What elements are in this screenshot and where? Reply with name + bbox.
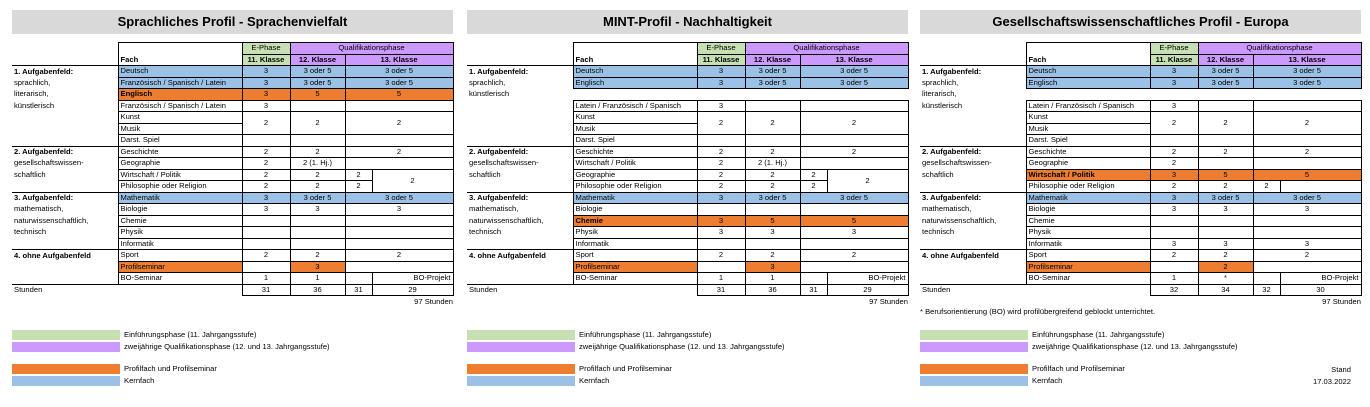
cell: 2 [745, 146, 800, 158]
stand-date [1313, 364, 1351, 388]
cell: 2 [372, 169, 453, 192]
fach: Physik [1026, 227, 1150, 239]
aufgabenfeld-label: technisch [922, 227, 955, 237]
cell: 2 [1198, 250, 1253, 262]
cell: 3 oder 5 [800, 192, 908, 204]
fach: Chemie [118, 215, 242, 227]
fach-profil: Wirtschaft / Politik [1026, 169, 1150, 181]
cell: 2 [242, 146, 290, 158]
total: 32 [1150, 284, 1198, 296]
stunden-label: Stunden [12, 284, 118, 296]
cell: 3 [1253, 238, 1361, 250]
aufgabenfeld-label: naturwissenschaftlich, [14, 215, 89, 225]
header-qphase: Qualifikationsphase [1198, 43, 1361, 55]
fach: Mathematik [1026, 192, 1150, 204]
fach: Musik [1026, 123, 1150, 135]
fach: Latein / Französisch / Spanisch [1026, 100, 1150, 112]
legend-profil: Profilfach und Profilseminar [920, 364, 1125, 374]
header-12: 12. Klasse [290, 54, 345, 66]
aufgabenfeld-label: gesellschaftswissen- [469, 158, 539, 168]
fach: Sport [118, 250, 242, 262]
cell: 2 [827, 169, 908, 192]
cell: 2 (1. Hj.) [745, 158, 800, 170]
total: 31 [242, 284, 290, 296]
total: 31 [800, 284, 827, 296]
cell: 2 [1198, 261, 1253, 273]
fach-profilseminar: Profilseminar [118, 261, 242, 273]
fach: Philosophie oder Religion [573, 181, 697, 193]
fach: Darst. Spiel [118, 135, 242, 147]
aufgabenfeld-label: mathematisch, [14, 204, 64, 214]
legend-profil: Profilfach und Profilseminar [12, 364, 217, 374]
fach: Informatik [573, 238, 697, 250]
cell: 2 [697, 169, 745, 181]
fach: Wirtschaft / Politik [118, 169, 242, 181]
cell: 3 [697, 77, 745, 89]
fach: Biologie [118, 204, 242, 216]
aufgabenfeld-label: 3. Aufgabenfeld: [467, 192, 573, 204]
cell: 2 [697, 146, 745, 158]
cell: 3 [800, 227, 908, 239]
header-fach: Fach [1026, 54, 1150, 66]
cell: 2 [290, 250, 345, 262]
cell: 2 [242, 112, 290, 135]
aufgabenfeld-label: 1. Aufgabenfeld: [12, 66, 118, 78]
fach: Philosophie oder Religion [1026, 181, 1150, 193]
cell: 2 [745, 181, 800, 193]
cell: 5 [290, 89, 345, 101]
cell: 1 [290, 273, 345, 285]
cell: 5 [345, 89, 453, 101]
cell: 2 [800, 112, 908, 135]
cell: 2 [1253, 181, 1280, 193]
cell: 3 [1150, 192, 1198, 204]
cell: 2 [1150, 181, 1198, 193]
stundentafel-table [920, 42, 1362, 296]
gesamt-stunden: 97 Stunden [1322, 297, 1361, 306]
cell: 2 [800, 169, 827, 181]
cell: 3 [242, 89, 290, 101]
total: 36 [745, 284, 800, 296]
cell: 1 [1150, 273, 1198, 285]
cell: 3 [1150, 100, 1198, 112]
fach: Physik [118, 227, 242, 239]
cell: 3 [1150, 77, 1198, 89]
cell: 2 [290, 112, 345, 135]
cell: 3 [1198, 238, 1253, 250]
cell: 3 [242, 192, 290, 204]
total: 36 [290, 284, 345, 296]
aufgabenfeld-label: 3. Aufgabenfeld: [12, 192, 118, 204]
cell: 2 [345, 250, 453, 262]
cell: 2 [242, 181, 290, 193]
legend-qualifikation: zweijährige Qualifikationsphase (12. und 13. Jahrgangsstufe) [12, 342, 330, 352]
fach-profilseminar: Profilseminar [573, 261, 697, 273]
fach: Geographie [118, 158, 242, 170]
cell: 3 oder 5 [745, 77, 800, 89]
aufgabenfeld-label: sprachlich, [922, 77, 959, 87]
cell: 2 [697, 181, 745, 193]
header-11: 11. Klasse [1150, 54, 1198, 66]
fach: Darst. Spiel [1026, 135, 1150, 147]
header-qphase: Qualifikationsphase [745, 43, 908, 55]
header-12: 12. Klasse [745, 54, 800, 66]
cell: 2 [242, 169, 290, 181]
fach: Latein / Französisch / Spanisch [573, 100, 697, 112]
cell: 2 [800, 181, 827, 193]
gesamt-stunden: 97 Stunden [869, 297, 908, 306]
cell: 2 [697, 112, 745, 135]
cell: 3 [242, 77, 290, 89]
cell: 3 [242, 100, 290, 112]
cell: 3 [745, 227, 800, 239]
fach: Informatik [1026, 238, 1150, 250]
cell: 3 oder 5 [290, 66, 345, 78]
fach-deutsch: Deutsch [118, 66, 242, 78]
fach: Kunst [573, 112, 697, 124]
cell: 3 [697, 215, 745, 227]
cell: 3 [345, 204, 453, 216]
fach-profilseminar: Profilseminar [1026, 261, 1150, 273]
header-fach: Fach [573, 54, 697, 66]
legend-kernfach: Kernfach [467, 376, 609, 386]
aufgabenfeld-label: naturwissenschaftlich, [922, 215, 997, 225]
cell: BO-Projekt [827, 273, 908, 285]
panel-sprachliches-profil [12, 10, 453, 405]
aufgabenfeld-label: 4. ohne Aufgabenfeld [467, 250, 573, 262]
fach-profil: Englisch [118, 89, 242, 101]
fach: Geschichte [1026, 146, 1150, 158]
cell: 2 (1. Hj.) [290, 158, 345, 170]
aufgabenfeld-label: schaftlich [469, 169, 501, 179]
total: 29 [827, 284, 908, 296]
cell: 3 [1150, 238, 1198, 250]
cell: 1 [697, 273, 745, 285]
cell: 2 [1150, 112, 1198, 135]
cell: 2 [1198, 181, 1253, 193]
cell: 3 oder 5 [345, 66, 453, 78]
fach: Englisch [1026, 77, 1150, 89]
cell: 2 [290, 169, 345, 181]
fach: Französisch / Spanisch / Latein [118, 100, 242, 112]
stundentafel-table [467, 42, 909, 296]
header-12: 12. Klasse [1198, 54, 1253, 66]
total: 29 [372, 284, 453, 296]
cell: 2 [1253, 146, 1361, 158]
cell: 2 [345, 169, 372, 181]
legend-e-phase: Einführungsphase (11. Jahrgangsstufe) [467, 330, 711, 340]
aufgabenfeld-label: mathematisch, [922, 204, 972, 214]
footnote: * Berufsorientierung (BO) wird profilübergreifend geblockt unterrichtet. [920, 307, 1156, 316]
cell: 3 [745, 261, 800, 273]
panel-mint-profil [467, 10, 908, 405]
fach: Kunst [1026, 112, 1150, 124]
cell: 3 oder 5 [1253, 77, 1361, 89]
fach: Darst. Spiel [573, 135, 697, 147]
fach: Sport [1026, 250, 1150, 262]
aufgabenfeld-label: 2. Aufgabenfeld: [920, 146, 1026, 158]
header-e-phase: E-Phase [242, 43, 290, 55]
cell: 3 [697, 100, 745, 112]
cell: 3 [697, 66, 745, 78]
aufgabenfeld-label: technisch [469, 227, 502, 237]
cell: 3 [1150, 169, 1198, 181]
cell: 2 [745, 112, 800, 135]
cell: 5 [1253, 169, 1361, 181]
cell: 2 [800, 146, 908, 158]
aufgabenfeld-label: mathematisch, [469, 204, 519, 214]
legend-qualifikation: zweijährige Qualifikationsphase (12. und 13. Jahrgangsstufe) [467, 342, 785, 352]
cell: 3 [290, 204, 345, 216]
cell: 2 [345, 181, 372, 193]
cell: 5 [745, 215, 800, 227]
cell: 3 oder 5 [1253, 192, 1361, 204]
cell: 3 oder 5 [345, 77, 453, 89]
panel-title: MINT-Profil - Nachhaltigkeit [467, 10, 908, 34]
panel-title: Gesellschaftswissenschaftliches Profil - Europa [920, 10, 1361, 34]
cell: 3 [1253, 204, 1361, 216]
aufgabenfeld-label: 3. Aufgabenfeld: [920, 192, 1026, 204]
header-13: 13. Klasse [345, 54, 453, 66]
aufgabenfeld-label: schaftlich [14, 169, 46, 179]
cell: 3 oder 5 [800, 66, 908, 78]
cell: 5 [800, 215, 908, 227]
cell: 3 oder 5 [800, 77, 908, 89]
fach: Geschichte [573, 146, 697, 158]
fach: Deutsch [573, 66, 697, 78]
cell: 2 [290, 181, 345, 193]
cell: 3 [1150, 204, 1198, 216]
cell: 3 [1150, 66, 1198, 78]
total: 30 [1280, 284, 1361, 296]
cell: 3 [1198, 204, 1253, 216]
cell: 2 [242, 250, 290, 262]
cell: 2 [1253, 250, 1361, 262]
aufgabenfeld-label: 4. ohne Aufgabenfeld [12, 250, 118, 262]
cell: 2 [745, 250, 800, 262]
aufgabenfeld-label: künstlerisch [922, 100, 963, 110]
cell: 3 oder 5 [290, 192, 345, 204]
fach: Biologie [573, 204, 697, 216]
stand-value: 17.03.2022 [1312, 377, 1351, 386]
fach: Philosophie oder Religion [118, 181, 242, 193]
cell: BO-Projekt [372, 273, 453, 285]
total: 32 [1253, 284, 1280, 296]
cell: 2 [1198, 146, 1253, 158]
aufgabenfeld-label: literarisch, [14, 89, 49, 99]
fach: Physik [573, 227, 697, 239]
cell: 3 [697, 192, 745, 204]
stunden-label: Stunden [467, 284, 573, 296]
header-qphase: Qualifikationsphase [290, 43, 453, 55]
fach: Mathematik [118, 192, 242, 204]
cell: 2 [697, 250, 745, 262]
cell: 2 [345, 112, 453, 135]
fach: Musik [573, 123, 697, 135]
cell: BO-Projekt [1280, 273, 1361, 285]
cell: 2 [1253, 112, 1361, 135]
cell: 2 [1198, 112, 1253, 135]
header-13: 13. Klasse [800, 54, 908, 66]
header-11: 11. Klasse [697, 54, 745, 66]
legend-kernfach: Kernfach [12, 376, 154, 386]
aufgabenfeld-label: gesellschaftswissen- [14, 158, 84, 168]
fach-profil: Chemie [573, 215, 697, 227]
cell: 2 [1150, 146, 1198, 158]
aufgabenfeld-label: naturwissenschaftlich, [469, 215, 544, 225]
cell: 3 oder 5 [290, 77, 345, 89]
cell: 1 [242, 273, 290, 285]
aufgabenfeld-label: 2. Aufgabenfeld: [12, 146, 118, 158]
fach: Sport [573, 250, 697, 262]
legend-qualifikation: zweijährige Qualifikationsphase (12. und 13. Jahrgangsstufe) [920, 342, 1238, 352]
fach: Chemie [1026, 215, 1150, 227]
fach: Französisch / Spanisch / Latein [118, 77, 242, 89]
fach: Deutsch [1026, 66, 1150, 78]
cell: 2 [345, 146, 453, 158]
aufgabenfeld-label: sprachlich, [14, 77, 51, 87]
fach: Geographie [573, 169, 697, 181]
fach: Geographie [1026, 158, 1150, 170]
legend-kernfach: Kernfach [920, 376, 1062, 386]
header-13: 13. Klasse [1253, 54, 1361, 66]
fach: BO-Seminar [118, 273, 242, 285]
cell: * [1198, 273, 1253, 285]
fach: Kunst [118, 112, 242, 124]
cell: 3 oder 5 [745, 66, 800, 78]
cell: 1 [745, 273, 800, 285]
aufgabenfeld-label: 1. Aufgabenfeld: [467, 66, 573, 78]
legend-e-phase: Einführungsphase (11. Jahrgangsstufe) [920, 330, 1164, 340]
cell: 3 oder 5 [745, 192, 800, 204]
cell: 2 [1150, 158, 1198, 170]
cell: 3 oder 5 [1198, 77, 1253, 89]
aufgabenfeld-label: 1. Aufgabenfeld: [920, 66, 1026, 78]
cell: 2 [800, 250, 908, 262]
cell: 2 [697, 158, 745, 170]
fach: Informatik [118, 238, 242, 250]
aufgabenfeld-label: künstlerisch [14, 100, 55, 110]
cell: 3 oder 5 [1198, 66, 1253, 78]
fach: Musik [118, 123, 242, 135]
gesamt-stunden: 97 Stunden [414, 297, 453, 306]
cell: 2 [290, 146, 345, 158]
aufgabenfeld-label: schaftlich [922, 169, 954, 179]
cell: 2 [745, 169, 800, 181]
aufgabenfeld-label: sprachlich, [469, 77, 506, 87]
panel-title: Sprachliches Profil - Sprachenvielfalt [12, 10, 453, 34]
stundentafel-table [12, 42, 454, 296]
total: 31 [697, 284, 745, 296]
fach: Geschichte [118, 146, 242, 158]
panel-gesellschaftswissenschaftliches-profil [920, 10, 1361, 405]
header-fach: Fach [118, 54, 242, 66]
fach: Biologie [1026, 204, 1150, 216]
cell: 3 [290, 261, 345, 273]
legend-profil: Profilfach und Profilseminar [467, 364, 672, 374]
cell: 3 [242, 204, 290, 216]
header-11: 11. Klasse [242, 54, 290, 66]
stunden-label: Stunden [920, 284, 1026, 296]
total: 31 [345, 284, 372, 296]
cell: 2 [1150, 250, 1198, 262]
header-e-phase: E-Phase [697, 43, 745, 55]
fach: BO-Seminar [573, 273, 697, 285]
total: 34 [1198, 284, 1253, 296]
aufgabenfeld-label: gesellschaftswissen- [922, 158, 992, 168]
cell: 3 oder 5 [1253, 66, 1361, 78]
fach: Wirtschaft / Politik [573, 158, 697, 170]
fach: BO-Seminar [1026, 273, 1150, 285]
cell: 3 [242, 66, 290, 78]
cell: 3 [697, 227, 745, 239]
cell: 3 oder 5 [1198, 192, 1253, 204]
fach: Englisch [573, 77, 697, 89]
header-e-phase: E-Phase [1150, 43, 1198, 55]
stand-label: Stand [1331, 365, 1351, 374]
aufgabenfeld-label: künstlerisch [469, 89, 510, 99]
cell: 5 [1198, 169, 1253, 181]
aufgabenfeld-label: literarisch, [922, 89, 957, 99]
legend-e-phase: Einführungsphase (11. Jahrgangsstufe) [12, 330, 256, 340]
fach: Mathematik [573, 192, 697, 204]
aufgabenfeld-label: 2. Aufgabenfeld: [467, 146, 573, 158]
aufgabenfeld-label: technisch [14, 227, 47, 237]
cell: 2 [242, 158, 290, 170]
aufgabenfeld-label: 4. ohne Aufgabenfeld [920, 250, 1026, 262]
cell: 3 oder 5 [345, 192, 453, 204]
